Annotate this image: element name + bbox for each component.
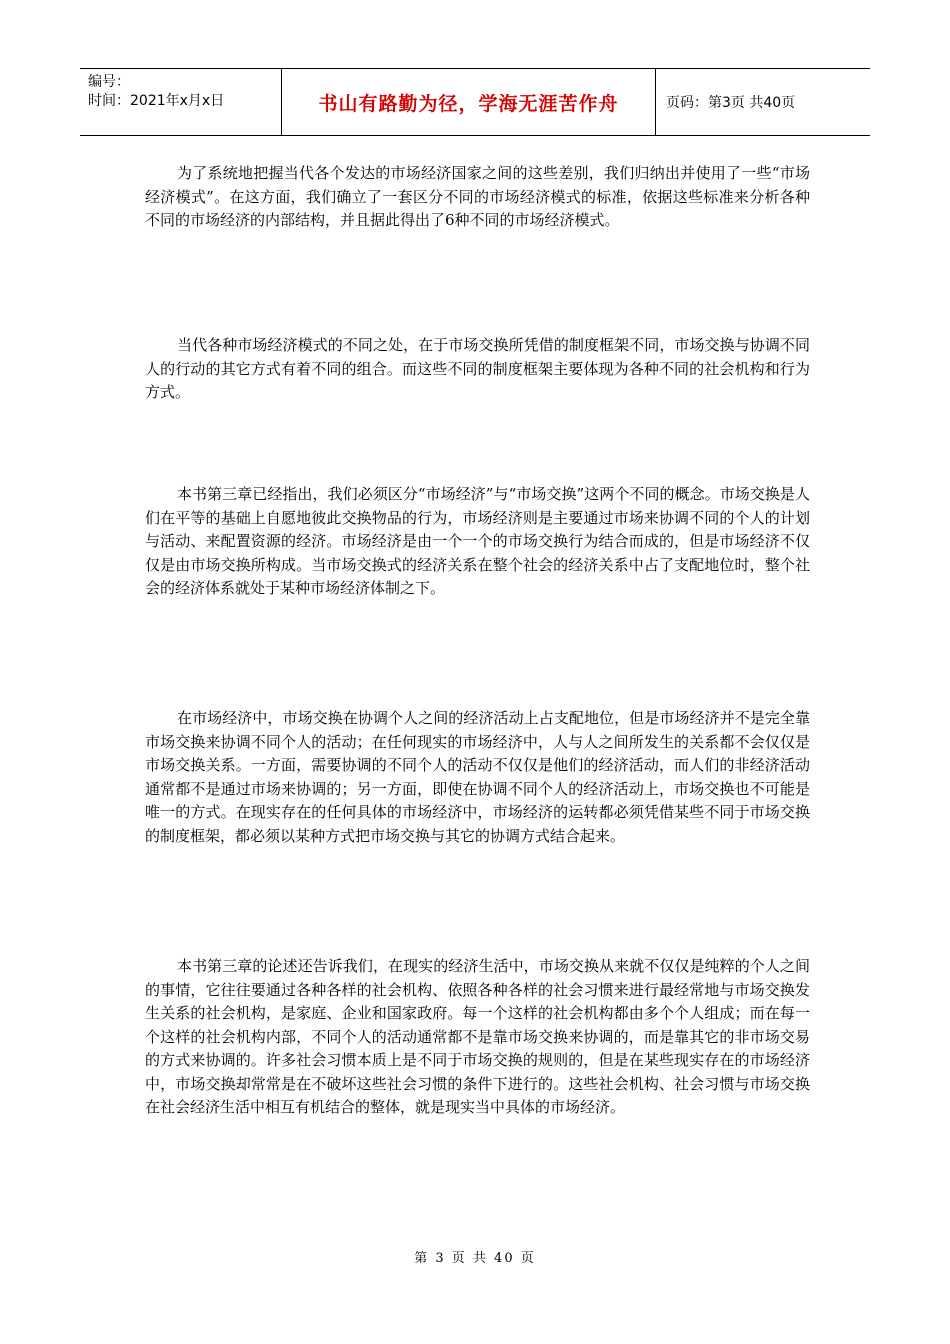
header-divider-right: [655, 69, 656, 135]
paragraph-3: 本书第三章已经指出，我们必须区分“市场经济”与“市场交换”这两个不同的概念。市场交换是人们在平等的基础上自愿地彼此交换物品的行为，市场经济则是主要通过市场来协调不同的个人的计划与活动、来配置资源的经济。市场经济是由一个一个的市场交换行为结合而成的，但是市场经济不仅仅是由市场交换所构成。当市场交换式的经济关系在整个社会的经济关系中占了支配地位时，整个社会的经济体系就处于某种市场经济体制之下。: [145, 485, 810, 597]
date-label: 时间：2021年x月x日: [88, 93, 225, 109]
page-footer: 第 3 页 共 40 页: [414, 1251, 536, 1266]
header-page-code: 页码：第3页 共40页: [666, 95, 796, 111]
paragraph-1: 为了系统地把握当代各个发达的市场经济国家之间的这些差别，我们归纳出并使用了一些“市场经济模式”。在这方面，我们确立了一套区分不同的市场经济模式的标准，依据这些标准来分析各种不同的市场经济的内部结构，并且据此得出了6种不同的市场经济模式。: [145, 164, 810, 229]
paragraph-5: 本书第三章的论述还告诉我们，在现实的经济生活中，市场交换从来就不仅仅是纯粹的个人之间的事情，它往往要通过各种各样的社会机构、依照各种各样的社会习惯来进行最经常地与市场交换发生关系的社会机构，是家庭、企业和国家政府。每一个这样的社会机构都由多个个人组成；而在每一个这样的社会机构内部，不同个人的活动通常都不是靠市场交换来协调的，而是靠其它的非市场交易的方式来协调的。许多社会习惯本质上是不同于市场交换的规则的，但是在某些现实存在的市场经济中，市场交换却常常是在不破坏这些社会习惯的条件下进行的。这些社会机构、社会习惯与市场交换在社会经济生活中相互有机结合的整体，就是现实当中具体的市场经济。: [145, 957, 810, 1116]
number-label: 编号：: [88, 74, 130, 90]
paragraph-2: 当代各种市场经济模式的不同之处，在于市场交换所凭借的制度框架不同，市场交换与协调不同人的行动的其它方式有着不同的组合。而这些不同的制度框架主要体现为各种不同的社会机构和行为方式。: [145, 336, 810, 401]
header-meta: [88, 73, 224, 111]
paragraph-4: 在市场经济中，市场交换在协调个人之间的经济活动上占支配地位，但是市场经济并不是完全靠市场交换来协调不同个人的活动；在任何现实的市场经济中，人与人之间所发生的关系都不会仅仅是市场交换关系。一方面，需要协调的不同个人的活动不仅仅是他们的经济活动，而人们的非经济活动通常都不是通过市场来协调的；另一方面，即使在协调不同个人的经济活动上，市场交换也不可能是唯一的方式。在现实存在的任何具体的市场经济中，市场经济的运转都必须凭借某些不同于市场交换的制度框架，都必须以某种方式把市场交换与其它的协调方式结合起来。: [145, 709, 810, 845]
header-motto: 书山有路勤为径，学海无涯苦作舟: [318, 92, 619, 115]
page-header: [80, 68, 870, 136]
